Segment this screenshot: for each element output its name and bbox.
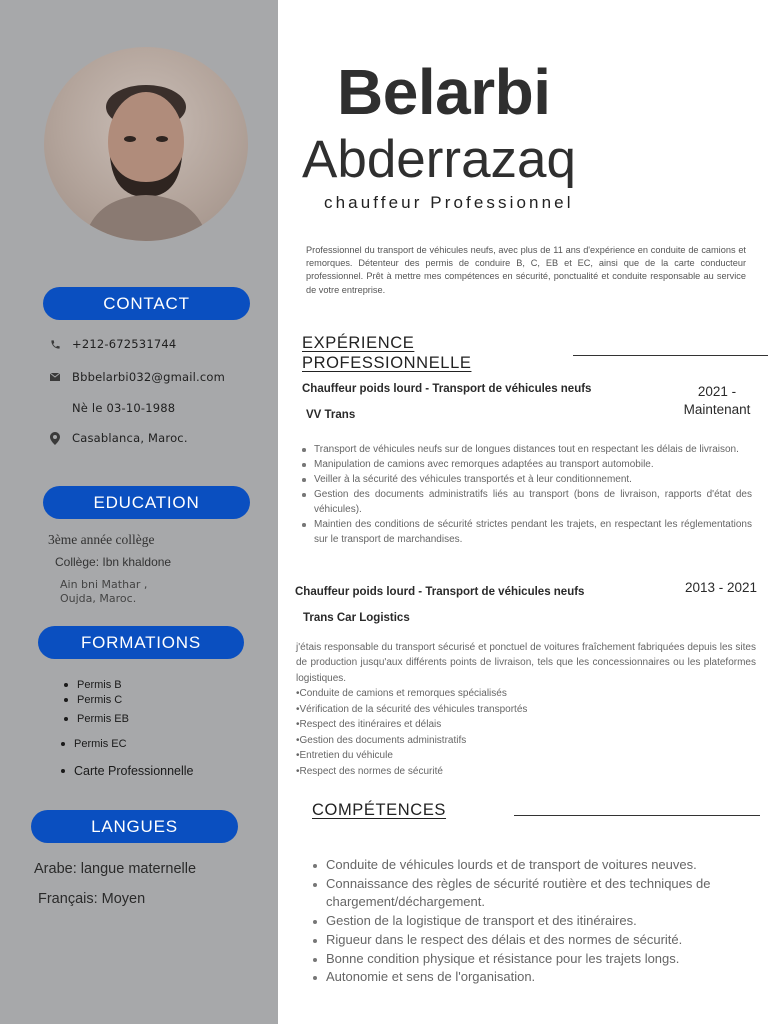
phone-icon	[48, 339, 62, 350]
list-item: Autonomie et sens de l'organisation.	[310, 968, 750, 987]
sidebar	[0, 0, 278, 1024]
job-company: Trans Car Logistics	[303, 612, 410, 624]
list-item: Transport de véhicules neufs sur de longues distances tout en respectant les délais de livraison.	[300, 442, 752, 457]
contact-email	[48, 370, 225, 384]
job-bullets	[300, 442, 752, 547]
list-item: •Conduite de camions et remorques spécialisés	[296, 688, 507, 699]
job-task-list	[296, 686, 756, 779]
portrait-placeholder	[44, 47, 248, 241]
education-address-line1: Ain bni Mathar ,	[60, 578, 148, 591]
competences-heading: COMPÉTENCES	[312, 801, 447, 819]
list-item: •Gestion des documents administratifs	[296, 734, 467, 746]
education-address-line2: Oujda, Maroc.	[60, 592, 137, 605]
phone-number[interactable]: +212-672531744	[72, 337, 177, 351]
experience-heading-line2: PROFESSIONNELLE	[302, 354, 472, 372]
formation-label: Permis EB	[77, 713, 129, 725]
list-item: Rigueur dans le respect des délais et des normes de sécurité.	[310, 931, 750, 950]
experience-heading-line1: EXPÉRIENCE	[302, 334, 415, 352]
contact-phone	[48, 337, 176, 351]
formation-label: Permis C	[77, 694, 123, 706]
langues-heading: LANGUES	[31, 810, 238, 843]
contact-birth	[72, 401, 175, 415]
list-item: •Entretien du véhicule	[296, 750, 393, 761]
formation-item	[61, 738, 127, 750]
email-address[interactable]: Bbbelarbi032@gmail.com	[72, 370, 226, 384]
formation-label: Permis EC	[74, 738, 127, 750]
job-dates-end: Maintenant	[683, 402, 751, 417]
job-dates	[676, 383, 758, 419]
list-item: •Respect des normes de sécurité	[296, 765, 443, 777]
experience-heading	[302, 333, 471, 373]
list-item: Connaissance des règles de sécurité routière et des techniques de chargement/déchargement.	[310, 875, 750, 912]
list-item: Maintien des conditions de sécurité strictes pendant les trajets, en respectant les réglementations sur le transport de marchandises.	[300, 517, 752, 547]
job-dates: 2013 - 2021	[684, 580, 758, 595]
job-role: Chauffeur poids lourd - Transport de véhicules neufs	[302, 383, 592, 395]
education-level: 3ème année collège	[48, 532, 155, 547]
formation-item	[64, 694, 122, 706]
contact-address	[48, 431, 188, 445]
section-divider	[573, 355, 768, 356]
list-item: •Vérification de la sécurité des véhicules transportés	[296, 703, 528, 715]
address: Casablanca, Maroc.	[72, 431, 188, 445]
job-description: j'étais responsable du transport sécurisé et ponctuel de voitures fraîchement fabriquées depuis les sites de production jusqu'aux différents points de livraison, tels que les concessionnaires ou les plateformes logistiques.	[296, 642, 756, 684]
bullet-dot	[64, 698, 68, 702]
bullet-dot	[64, 683, 68, 687]
education-school: Collège: Ibn khaldone	[55, 555, 172, 569]
job-role: Chauffeur poids lourd - Transport de véhicules neufs	[295, 586, 585, 598]
contact-heading: CONTACT	[43, 287, 250, 320]
formation-item	[64, 679, 122, 691]
envelope-icon	[48, 372, 62, 382]
job-company: VV Trans	[306, 409, 356, 421]
skills-list	[310, 856, 750, 987]
list-item: Manipulation de camions avec remorques adaptées au transport automobile.	[300, 457, 752, 472]
formation-label: Permis B	[77, 679, 122, 691]
formations-heading: FORMATIONS	[38, 626, 244, 659]
formation-item	[61, 764, 194, 778]
list-item: Conduite de véhicules lourds et de transport de voitures neuves.	[310, 856, 750, 875]
job-dates-start: 2021 -	[697, 384, 737, 399]
list-item: •Respect des itinéraires et délais	[296, 719, 442, 730]
location-pin-icon	[48, 432, 62, 445]
formation-label: Carte Professionnelle	[74, 764, 194, 778]
profile-summary: Professionnel du transport de véhicules neufs, avec plus de 11 ans d'expérience en conduite de camions et remorques. Détenteur des permis de conduire B, C, EB et EC, ainsi que de la carte conducteur professionnel. Prêt à mettre mes compétences en sécurité, ponctualité et conduite responsable au service de votre entreprise.	[306, 245, 746, 295]
education-heading: EDUCATION	[43, 486, 250, 519]
first-name: Belarbi	[337, 56, 551, 128]
list-item: Bonne condition physique et résistance pour les trajets longs.	[310, 950, 750, 969]
language-item: Arabe: langue maternelle	[34, 861, 197, 877]
birth-date: Nè le 03-10-1988	[72, 401, 176, 415]
list-item: Gestion des documents administratifs liés au transport (bons de livraison, rapports d'état des véhicules).	[300, 487, 752, 517]
profile-photo	[44, 47, 248, 241]
bullet-dot	[61, 769, 65, 773]
bullet-dot	[64, 717, 68, 721]
list-item: Veiller à la sécurité des véhicules transportés et à leur conditionnement.	[300, 472, 752, 487]
section-divider	[514, 815, 760, 816]
formation-item	[64, 713, 129, 725]
last-name: Abderrazaq	[302, 130, 577, 189]
list-item: Gestion de la logistique de transport et des itinéraires.	[310, 912, 750, 931]
job-title: chauffeur Professionnel	[324, 193, 574, 212]
education-address	[60, 578, 147, 606]
bullet-dot	[61, 742, 65, 746]
language-item: Français: Moyen	[38, 891, 146, 907]
